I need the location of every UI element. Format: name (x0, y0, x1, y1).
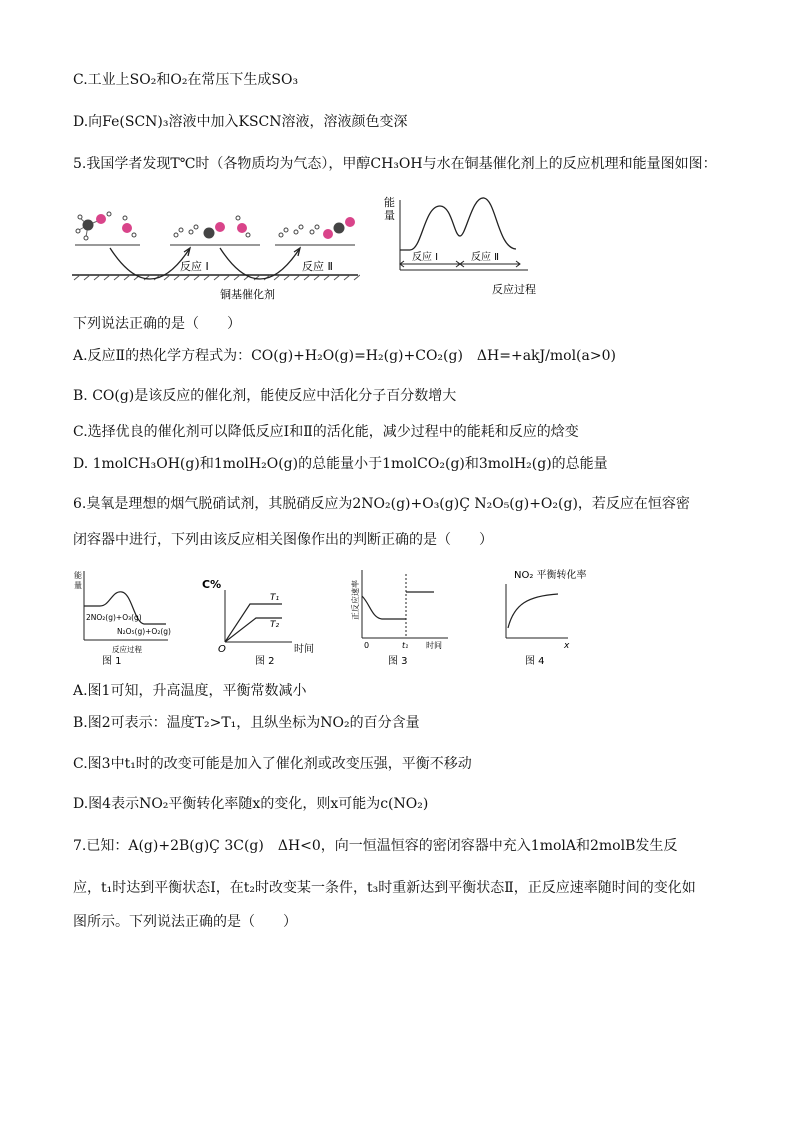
reaction-process-label: 反应过程 (492, 283, 536, 296)
water-molecule-icon (122, 216, 136, 237)
q5-option-a: A.反应Ⅱ的热化学方程式为：CO(g)+H₂O(g)=H₂(g)+CO₂(g) ΔH=+akJ/mol(a>0) (73, 348, 616, 364)
q6-figure-1 (72, 566, 172, 670)
q6-figure-2 (200, 566, 330, 670)
q6-option-b: B.图2可表示：温度T₂>T₁，且纵坐标为NO₂的百分含量 (73, 715, 420, 731)
segment-reaction-1: 反应 Ⅰ (412, 252, 439, 263)
option-d-previous: D.向Fe(SCN)₃溶液中加入KSCN溶液，溶液颜色变深 (73, 114, 408, 130)
methanol-molecule-icon (76, 212, 111, 240)
option-c-previous: C.工业上SO₂和O₂在常压下生成SO₃ (73, 72, 299, 88)
fig4-x-label: x (564, 641, 570, 651)
fig2-y-label: C% (202, 578, 222, 591)
q6-option-d: D.图4表示NO₂平衡转化率随x的变化，则x可能为c(NO₂) (73, 796, 429, 812)
q5-energy-diagram (380, 192, 550, 304)
q6-figure-4 (498, 566, 598, 670)
reaction-2-label: 反应 Ⅱ (302, 260, 333, 273)
energy-axis-label-1: 能 (384, 196, 395, 209)
fig1-y-label-1: 能 (74, 571, 82, 580)
q5-option-b: B. CO(g)是该反应的催化剂，能使反应中活化分子百分数增大 (73, 388, 457, 404)
product-molecules-icon (279, 217, 355, 239)
fig1-reactants-label: 2NO₂(g)+O₃(g) (86, 613, 142, 622)
question-7-stem-2: 应，t₁时达到平衡状态Ⅰ，在t₂时改变某一条件，t₃时重新达到平衡状态Ⅱ，正反应速率随时间的变化如 (73, 880, 696, 896)
fig2-t2-label: T₂ (270, 620, 280, 630)
catalyst-label: 铜基催化剂 (220, 288, 275, 301)
q6-option-c: C.图3中t₁时的改变可能是加入了催化剂或改变压强，平衡不移动 (73, 756, 472, 772)
q5-mechanism-figure (70, 190, 360, 305)
fig2-caption: 图 2 (255, 656, 275, 667)
fig3-origin: 0 (364, 641, 370, 650)
fig3-caption: 图 3 (388, 656, 408, 667)
fig4-title: NO₂ 平衡转化率 (514, 570, 587, 581)
q6-figure-3 (344, 566, 464, 670)
q6-option-a: A.图1可知，升高温度，平衡常数减小 (73, 683, 307, 699)
fig2-origin: O (218, 644, 226, 655)
fig2-x-label: 时间 (294, 644, 314, 655)
reaction-1-label: 反应 Ⅰ (180, 260, 209, 273)
question-5-stem: 5.我国学者发现T℃时（各物质均为气态），甲醇CH₃OH与水在铜基催化剂上的反应机理和能量图如图： (73, 156, 717, 172)
segment-reaction-2: 反应 Ⅱ (471, 252, 500, 263)
fig4-caption: 图 4 (525, 656, 545, 667)
question-7-stem-3: 图所示。下列说法正确的是（ ） (73, 914, 297, 930)
fig3-y-label: 正反应速率 (351, 580, 360, 620)
q5-option-c: C.选择优良的催化剂可以降低反应Ⅰ和Ⅱ的活化能，减少过程中的能耗和反应的焓变 (73, 424, 579, 440)
fig1-x-label: 反应过程 (112, 645, 142, 654)
fig1-products-label: N₂O₅(g)+O₂(g) (117, 627, 171, 636)
question-6-stem-2: 闭容器中进行，下列由该反应相关图像作出的判断正确的是（ ） (73, 532, 493, 548)
intermediate-molecules-icon (174, 216, 250, 239)
question-5-ask: 下列说法正确的是（ ） (73, 316, 241, 332)
fig2-t1-label: T₁ (270, 593, 280, 603)
fig1-caption: 图 1 (102, 656, 122, 667)
fig3-t1-label: t₁ (402, 641, 409, 650)
fig3-x-label: 时间 (426, 641, 442, 650)
fig1-y-label-2: 量 (74, 581, 82, 590)
question-6-stem-1: 6.臭氧是理想的烟气脱硝试剂，其脱硝反应为2NO₂(g)+O₃(g)Ç N₂O₅(g)+O₂(g)，若反应在恒容密 (73, 496, 690, 512)
question-7-stem-1: 7.已知：A(g)+2B(g)Ç 3C(g) ΔH<0，向一恒温恒容的密闭容器中充入1molA和2molB发生反 (73, 838, 678, 854)
q5-option-d: D. 1molCH₃OH(g)和1molH₂O(g)的总能量小于1molCO₂(g)和3molH₂(g)的总能量 (73, 456, 608, 472)
energy-axis-label-2: 量 (384, 209, 395, 222)
